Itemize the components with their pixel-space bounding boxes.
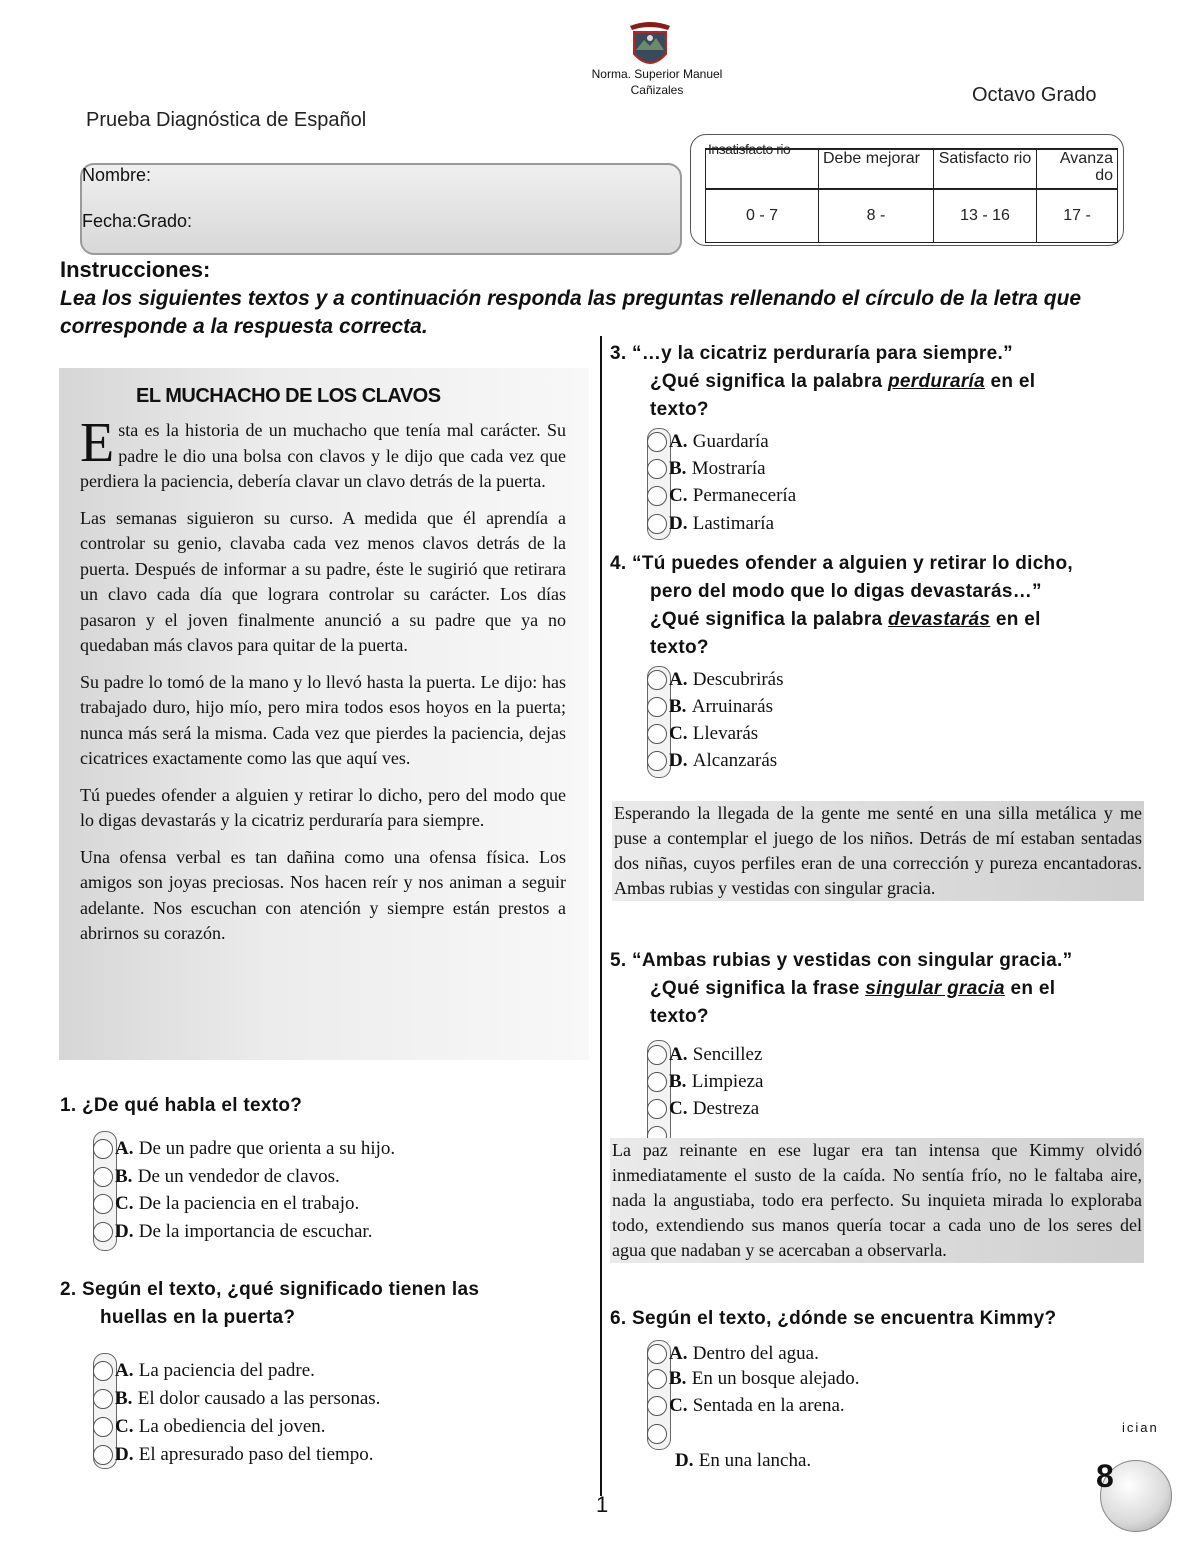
- score-header-cell: Debe mejorar: [819, 149, 934, 189]
- score-overflow-label: Insatisfacto rio: [708, 141, 791, 157]
- badge-number: 8: [1096, 1458, 1114, 1494]
- q4-option-a[interactable]: A. Descubrirás: [647, 669, 784, 696]
- question-3: 3. “…y la cicatriz perduraría para siempre.” ¿Qué significa la palabra perduraría en el texto?: [610, 343, 1036, 420]
- q4-option-d[interactable]: D. Alcanzarás: [647, 750, 777, 777]
- question-5: 5. “Ambas rubias y vestidas con singular gracia.” ¿Qué significa la frase singular gracia en el texto?: [610, 950, 1073, 1027]
- answer-circle-icon[interactable]: [647, 697, 667, 717]
- q3-option-d[interactable]: D. Lastimaría: [647, 513, 774, 540]
- answer-circle-icon[interactable]: [93, 1445, 113, 1465]
- answer-circle-icon[interactable]: [647, 751, 667, 771]
- q6-option-b[interactable]: B. En un bosque alejado.: [647, 1368, 860, 1395]
- answer-circle-icon[interactable]: [93, 1417, 113, 1437]
- column-divider: [600, 336, 602, 1496]
- q3-option-a[interactable]: A. Guardaría: [647, 431, 769, 458]
- answer-circle-icon[interactable]: [647, 486, 667, 506]
- answer-circle-icon[interactable]: [647, 1344, 667, 1364]
- question-6: 6. Según el texto, ¿dónde se encuentra Kimmy?: [610, 1308, 1057, 1329]
- answer-circle-icon[interactable]: [647, 514, 667, 534]
- q1-option-a[interactable]: A. De un padre que orienta a su hijo.: [93, 1138, 395, 1165]
- score-range-cell: 17 -: [1037, 189, 1118, 243]
- q2-option-a[interactable]: A. La paciencia del padre.: [93, 1360, 315, 1387]
- q6-option-d-circle[interactable]: [647, 1423, 669, 1450]
- story-title: EL MUCHACHO DE LOS CLAVOS: [136, 385, 441, 407]
- answer-circle-icon[interactable]: [93, 1222, 113, 1242]
- date-grade-field-label: Fecha:Grado:: [82, 211, 193, 231]
- q4-option-c[interactable]: C. Llevarás: [647, 723, 758, 750]
- q4-option-b[interactable]: B. Arruinarás: [647, 696, 773, 723]
- grade-label: Octavo Grado: [972, 84, 1097, 106]
- key-word: devastarás: [887, 609, 991, 630]
- name-field-label: Nombre:: [82, 165, 152, 185]
- question-1: 1. ¿De qué habla el texto?: [60, 1095, 303, 1116]
- passage-2: Esperando la llegada de la gente me senté en una silla metálica y me puse a contemplar el juego de los niños. Detrás de mí estaban sentadas dos niñas, cuyos perfiles eran de una corrección y pureza encantadoras. Ambas rubias y vestidas con singular gracia.: [612, 801, 1144, 901]
- q2-option-c[interactable]: C. La obediencia del joven.: [93, 1416, 326, 1443]
- q6-option-c[interactable]: C. Sentada en la arena.: [647, 1395, 845, 1422]
- answer-circle-icon[interactable]: [93, 1194, 113, 1214]
- q6-option-d[interactable]: D. En una lancha.: [675, 1450, 812, 1471]
- q3-option-c[interactable]: C. Permanecería: [647, 485, 796, 512]
- answer-circle-icon[interactable]: [647, 724, 667, 744]
- page-number: 1: [596, 1492, 609, 1517]
- question-4: 4. “Tú puedes ofender a alguien y retirar lo dicho, pero del modo que lo digas devastarás…” ¿Qué significa la palabra devastarás en el texto?: [610, 553, 1073, 658]
- q1-option-d[interactable]: D. De la importancia de escuchar.: [93, 1221, 372, 1248]
- test-title: Prueba Diagnóstica de Español: [86, 109, 367, 131]
- answer-circle-icon[interactable]: [647, 1045, 667, 1065]
- answer-circle-icon[interactable]: [93, 1167, 113, 1187]
- q2-option-d[interactable]: D. El apresurado paso del tiempo.: [93, 1444, 374, 1471]
- answer-circle-icon[interactable]: [93, 1389, 113, 1409]
- drop-cap: E: [80, 412, 115, 474]
- story-paragraph: [80, 412, 566, 495]
- score-range-cell: 13 - 16: [934, 189, 1037, 243]
- story-paragraph: Las semanas siguieron su curso. A medida que él aprendía a controlar su genio, clavaba cada vez menos clavos detrás de la puerta. Después de informar a su padre, éste le sugirió que retirara un clavo cada día que lograra controlar su carácter. Los días pasaron y el joven finalmente anunció a su padre que ya no quedaban más clavos para quitar de la puerta.: [80, 507, 566, 655]
- score-scale-table: [705, 148, 1118, 243]
- answer-circle-icon[interactable]: [647, 1099, 667, 1119]
- badge-arc-text: ician: [1122, 1420, 1159, 1435]
- score-header-cell: Satisfacto rio: [934, 149, 1037, 189]
- q6-option-a[interactable]: A. Dentro del agua.: [647, 1343, 819, 1370]
- story-paragraph: Una ofensa verbal es tan dañina como una ofensa física. Los amigos son joyas preciosas. Nos hacen reír y nos animan a seguir adelante. Nos escuchan con atención y siempre están prestos a abrirnos su corazón.: [80, 846, 566, 943]
- q1-option-c[interactable]: C. De la paciencia en el trabajo.: [93, 1193, 359, 1220]
- answer-circle-icon[interactable]: [647, 459, 667, 479]
- score-header-cell: Avanza do: [1037, 149, 1118, 189]
- answer-circle-icon[interactable]: [93, 1139, 113, 1159]
- key-word: singular gracia: [865, 978, 1005, 999]
- answer-circle-icon[interactable]: [647, 1072, 667, 1092]
- instructions-text: Lea los siguientes textos y a continuación responda las preguntas rellenando el círculo de la letra que corresponde a la respuesta correcta.: [60, 287, 1082, 338]
- story-paragraph: Tú puedes ofender a alguien y retirar lo dicho, pero del modo que lo digas devastarás y la cicatriz perduraría para siempre.: [80, 784, 566, 830]
- q5-option-c[interactable]: C. Destreza: [647, 1098, 759, 1125]
- answer-circle-icon[interactable]: [647, 432, 667, 452]
- q1-option-b[interactable]: B. De un vendedor de clavos.: [93, 1166, 340, 1193]
- q5-option-a[interactable]: A. Sencillez: [647, 1044, 762, 1071]
- story-paragraph-text: sta es la historia de un muchacho que tenía mal carácter. Su padre le dio una bolsa con clavos y le dijo que cada vez que perdiera la paciencia, debería clavar un clavo detrás de la puerta.: [80, 420, 566, 491]
- student-info-box: [80, 163, 682, 255]
- passage-3: La paz reinante en ese lugar era tan intensa que Kimmy olvidó inmediatamente el susto de la caída. No sentía frío, no le faltaba aire, nada la angustiaba, todo era perfecto. Su inquieta mirada lo exploraba todo, extendiendo sus manos quería tocar a cada uno de los seres del agua que nadaban y se acercaban a observarla.: [610, 1138, 1144, 1263]
- story-paragraph: Su padre lo tomó de la mano y lo llevó hasta la puerta. Le dijo: has trabajado duro, hijo mío, pero mira todos esos hoyos en la puerta; nunca más será la misma. Cada vez que pierdes la paciencia, dejas cicatrices exactamente como las que aquí ves.: [80, 671, 566, 768]
- q2-option-b[interactable]: B. El dolor causado a las personas.: [93, 1388, 380, 1415]
- answer-circle-icon[interactable]: [647, 1396, 667, 1416]
- score-range-cell: 8 -: [819, 189, 934, 243]
- school-name: Norma. Superior Manuel Cañizales: [591, 67, 723, 97]
- key-word: perduraría: [887, 371, 985, 392]
- score-header-cell: [706, 149, 819, 189]
- q3-option-b[interactable]: B. Mostraría: [647, 458, 766, 485]
- answer-circle-icon[interactable]: [93, 1361, 113, 1381]
- story-text: [80, 412, 566, 958]
- answer-circle-icon[interactable]: [647, 670, 667, 690]
- instructions-title: Instrucciones:: [60, 257, 211, 282]
- answer-circle-icon[interactable]: [647, 1369, 667, 1389]
- q5-option-b[interactable]: B. Limpieza: [647, 1071, 763, 1098]
- question-2: 2. Según el texto, ¿qué significado tienen las huellas en la puerta?: [60, 1279, 480, 1328]
- answer-circle-icon[interactable]: [647, 1424, 667, 1444]
- score-range-cell: 0 - 7: [706, 189, 819, 243]
